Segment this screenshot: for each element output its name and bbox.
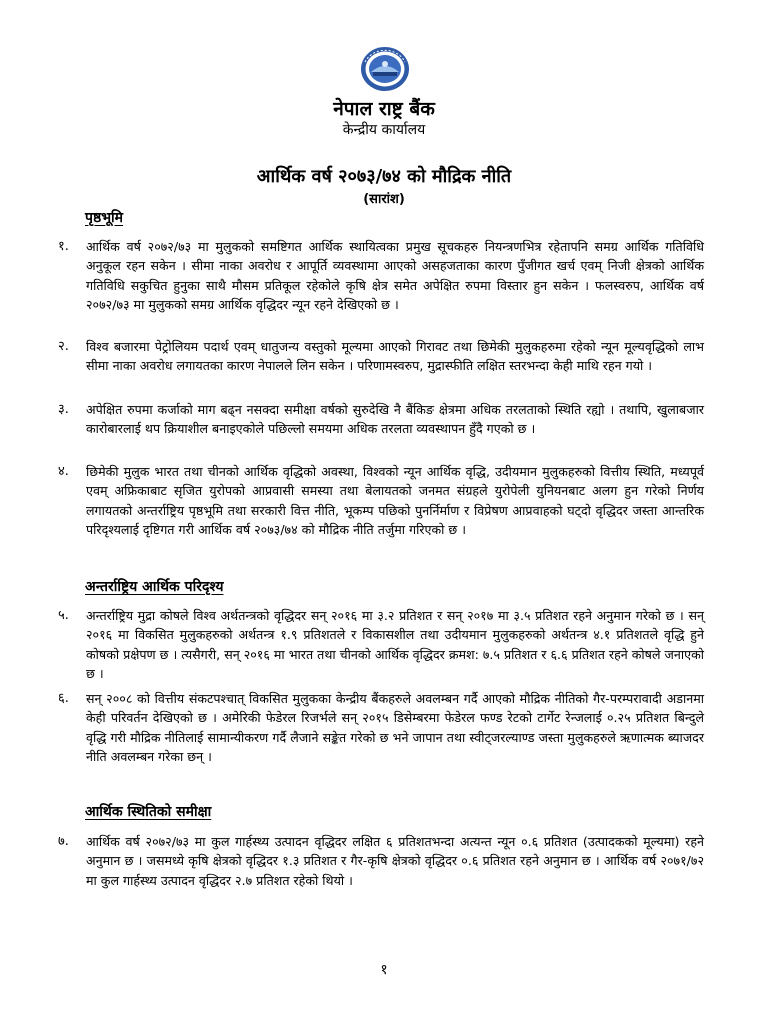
paragraph-text: अन्तर्राष्ट्रिय मुद्रा कोषले विश्व अर्थतन्त्रको वृद्धिदर सन् २०१६ मा ३.२ प्रतिशत र सन् २०१७ मा ३.५ प्रतिशत रहने अनुमान गरेको छ । सन् २०१६ मा विकसित मुलुकहरुको अर्थतन्त्र १.९ प्रतिशतले र विकासशील तथा उदीयमान मुलुकहरुको अर्थतन्त्र ४.१ प्रतिशतले वृद्धि हुने कोषको प्रक्षेपण छ । त्यसैगरी, सन् २०१६ मा भारत तथा चीनको आर्थिक वृद्धिदर क्रमश: ७.५ प्रतिशत र ६.६ प्रतिशत रहने कोषले जनाएको छ । xyxy=(86,608,704,682)
paragraph-number: २. xyxy=(58,339,69,354)
paragraph-number: ३. xyxy=(58,402,69,417)
paragraph-text: सन् २००८ को वित्तीय संकटपश्चात् विकसित मुलुकका केन्द्रीय बैंकहरुले अवलम्बन गर्दै आएको मौद्रिक नीतिको गैर-परम्परावादी अडानमा केही परिवर्तन देखिएको छ । अमेरिकी फेडेरल रिजर्भले सन् २०१५ डिसेम्बरमा फेडेरल फण्ड रेटको टार्गेट रेन्जलाई ०.२५ प्रतिशत बिन्दुले वृद्धि गरी मौद्रिक नीतिलाई सामान्यीकरण गर्दै लैजाने सङ्केत गरेको छ भने जापान तथा स्वीट्जरल्याण्ड जस्ता मुलुकहरुले ऋणात्मक ब्याजदर नीति अवलम्बन गरेका छन् । xyxy=(86,691,704,765)
section-heading-international: अन्तर्राष्ट्रिय आर्थिक परिदृश्य xyxy=(85,579,224,595)
document-subtitle: (सारांश) xyxy=(363,192,405,207)
bank-logo-icon xyxy=(359,42,411,94)
page-number: १ xyxy=(380,962,388,978)
paragraph-number: ४. xyxy=(58,464,69,479)
paragraph-number: ६. xyxy=(58,691,69,706)
paragraph-text: विश्व बजारमा पेट्रोलियम पदार्थ एवम् धातुजन्य वस्तुको मूल्यमा आएको गिरावट तथा छिमेकी मुलुकहरुमा रहेको न्यून मूल्यवृद्धिको लाभ सीमा नाका अवरोध लगायतका कारण नेपालले लिन सकेन । परिणामस्वरुप, मुद्रास्फीति लक्षित स्तरभन्दा केही माथि रहन गयो । xyxy=(86,339,704,374)
paragraph-number: १. xyxy=(58,239,69,254)
paragraph-text: आर्थिक वर्ष २०७२/७३ मा कुल गार्हस्थ्य उत्पादन वृद्धिदर लक्षित ६ प्रतिशतभन्दा अत्यन्त न्यून ०.६ प्रतिशत (उत्पादकको मूल्यमा) रहने अनुमान छ । जसमध्ये कृषि क्षेत्रको वृद्धिदर १.३ प्रतिशत र गैर-कृषि क्षेत्रको वृद्धिदर ०.६ प्रतिशत रहने अनुमान छ । आर्थिक वर्ष २०७१/७२ मा कुल गार्हस्थ्य उत्पादन वृद्धिदर २.७ प्रतिशत रहेको थियो । xyxy=(86,834,704,888)
office-name: केन्द्रीय कार्यालय xyxy=(342,122,426,138)
paragraph-text: आर्थिक वर्ष २०७२/७३ मा मुलुकको समष्टिगत आर्थिक स्थायित्वका प्रमुख सूचकहरु नियन्त्रणभित्र रहेतापनि समग्र आर्थिक गतिविधि अनुकूल रहन सकेन । सीमा नाका अवरोध र आपूर्ति व्यवस्थामा आएको असहजताका कारण पुँजीगत खर्च एवम् निजी क्षेत्रको आर्थिक गतिविधि सकुचित हुनुका साथै मौसम प्रतिकूल रहेकोले कृषि क्षेत्र समेत अपेक्षित रुपमा विस्तार हुन सकेन । फलस्वरुप, आर्थिक वर्ष २०७२/७३ मा मुलुकको समग्र आर्थिक वृद्धिदर न्यून रहने देखिएको छ । xyxy=(86,239,704,313)
paragraph-number: ७. xyxy=(58,834,69,849)
bank-name: नेपाल राष्ट्र बैंक xyxy=(333,98,435,120)
paragraph-text: छिमेकी मुलुक भारत तथा चीनको आर्थिक वृद्धिको अवस्था, विश्वको न्यून आर्थिक वृद्धि, उदीयमान मुलुकहरुको वित्तीय स्थिति, मध्यपूर्व एवम् अफ्रिकाबाट सृजित युरोपको आप्रवासी समस्या तथा बेलायतको जनमत संग्रहले युरोपेली युनियनबाट अलग हुन गरेको निर्णय लगायतको अन्तर्राष्ट्रिय पृष्ठभूमि तथा सरकारी वित्त नीति, भूकम्प पछिको पुनर्निर्माण र विप्रेषण आप्रवाहको घट्दो वृद्धिदर जस्ता आन्तरिक परिदृश्यलाई दृष्टिगत गरी आर्थिक वर्ष २०७३/७४ को मौद्रिक नीति तर्जुमा गरिएको छ । xyxy=(86,464,704,538)
section-heading-background: पृष्ठभूमि xyxy=(85,210,124,226)
section-heading-economic-review: आर्थिक स्थितिको समीक्षा xyxy=(85,804,212,820)
paragraph-text: अपेक्षित रुपमा कर्जाको माग बढ्न नसक्दा समीक्षा वर्षको सुरुदेखि नै बैंकिङ क्षेत्रमा अधिक तरलताको स्थिति रह्यो । तथापि, खुलाबजार कारोबारलाई थप क्रियाशील बनाइएकोले पछिल्लो समयमा अधिक तरलता व्यवस्थापन हुँदै गएको छ । xyxy=(86,402,704,437)
document-title: आर्थिक वर्ष २०७३/७४ को मौद्रिक नीति xyxy=(256,166,512,187)
paragraph-number: ५. xyxy=(58,608,69,623)
